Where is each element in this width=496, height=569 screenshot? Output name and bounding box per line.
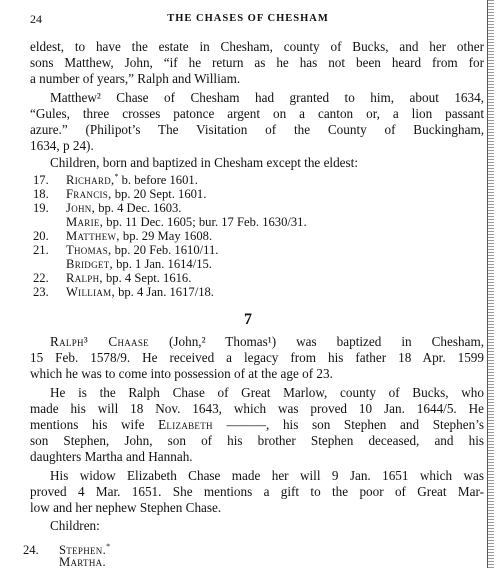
paragraph-4-line-3-a: mentions his wife [30,417,159,432]
child-name: Martha. [59,555,106,569]
child-name: Ralph, [66,271,103,285]
child-number: 22. [33,271,49,285]
child-name: Bridget, [66,257,113,271]
child-number: 21. [33,243,49,257]
footnote-mark: * [114,171,119,181]
child-number: 18. [33,187,49,201]
child-number: 19. [33,201,49,215]
paragraph-2-line-3: azure.” (Philipot’s The Visitation of the County of Buckingham, [30,122,484,137]
ralph-line-3: which he was to come into possession of at the age of 23. [30,366,333,381]
child-number: 17. [33,173,49,187]
paragraph-4-line-4: son Stephen, John, son of his brother Stephen deceased, and his [30,433,484,448]
child-number: 20. [33,229,49,243]
child-name: John, [66,201,96,215]
ralph-line-1-text: (John,² Thomas¹) was baptized in Chesham, [148,334,484,349]
child-detail: bp. 4 Dec. 1603. [95,201,182,215]
child-detail: bp. 20 Feb. 1610/11. [111,243,219,257]
children-intro: Children, born and baptized in Chesham except the eldest: [50,155,358,170]
child-name: William, [66,285,115,299]
person-name: Elizabeth [158,417,213,432]
paragraph-2-line-4: 1634, p 24). [30,138,94,153]
child-name: Stephen. [59,543,107,557]
ralph-line-1 [50,334,484,350]
paragraph-1-line-1: eldest, to have the estate in Chesham, county of Bucks, and her other [30,39,484,54]
paragraph-1-line-2: sons Matthew, John, “if he return as he has not been heard from for [30,55,484,70]
paragraph-2-line-1: Matthew² Chase of Chesham had granted to him, about 1634, [50,90,484,105]
child-detail: bp. 1 Jan. 1614/15. [112,257,212,271]
child-detail: b. before 1601. [118,173,198,187]
child-detail: bp. 4 Sept. 1616. [102,271,192,285]
paragraph-1-line-3: a number of years,” Ralph and William. [30,71,241,86]
paragraph-5-line-3: low and her nephew Stephen Chase. [30,500,222,515]
page-edge [487,0,494,568]
child-number: 23. [33,285,49,299]
paragraph-5-line-1: His widow Elizabeth Chase made her will 9 Jan. 1651 which was [50,468,484,483]
paragraph-4-line-3-c: ———, his son Stephen and Stephen’s [212,417,484,432]
page-number: 24 [30,12,42,26]
section-number: 7 [244,311,252,328]
paragraph-4-line-1: He is the Ralph Chase of Great Marlow, county of Bucks, who [50,385,484,400]
child-name: Marie, [66,215,104,229]
child-name: Francis, [66,187,112,201]
paragraph-4-line-2: made his will 18 Nov. 1643, which was proved 10 Jan. 1644/5. He [30,401,484,416]
footnote-mark: * [106,541,111,551]
child-detail: bp. 29 May 1608. [119,229,213,243]
child-number: 24. [23,543,39,557]
paragraph-4-line-3 [30,417,484,433]
child-name: Thomas, [66,243,112,257]
child-detail: bp. 4 Jan. 1617/18. [114,285,214,299]
running-title: THE CHASES OF CHESHAM [167,13,329,24]
person-name: Ralph³ Chaase [50,334,149,349]
child-name: Richard, [66,173,115,187]
children-label: Children: [50,518,100,533]
child-detail: bp. 11 Dec. 1605; bur. 17 Feb. 1630/31. [103,215,307,229]
ralph-line-2: 15 Feb. 1578/9. He received a legacy from his father 18 Apr. 1599 [30,350,484,365]
child-name: Matthew, [66,229,120,243]
child-detail: bp. 20 Sept. 1601. [111,187,207,201]
paragraph-2-line-2: “Gules, three crosses patonce argent on a canton or, a lion passant [30,106,484,121]
paragraph-5-line-2: proved 4 Mar. 1651. She mentions a gift to the poor of Great Mar- [30,484,484,499]
paragraph-4-line-5: daughters Martha and Hannah. [30,449,193,464]
